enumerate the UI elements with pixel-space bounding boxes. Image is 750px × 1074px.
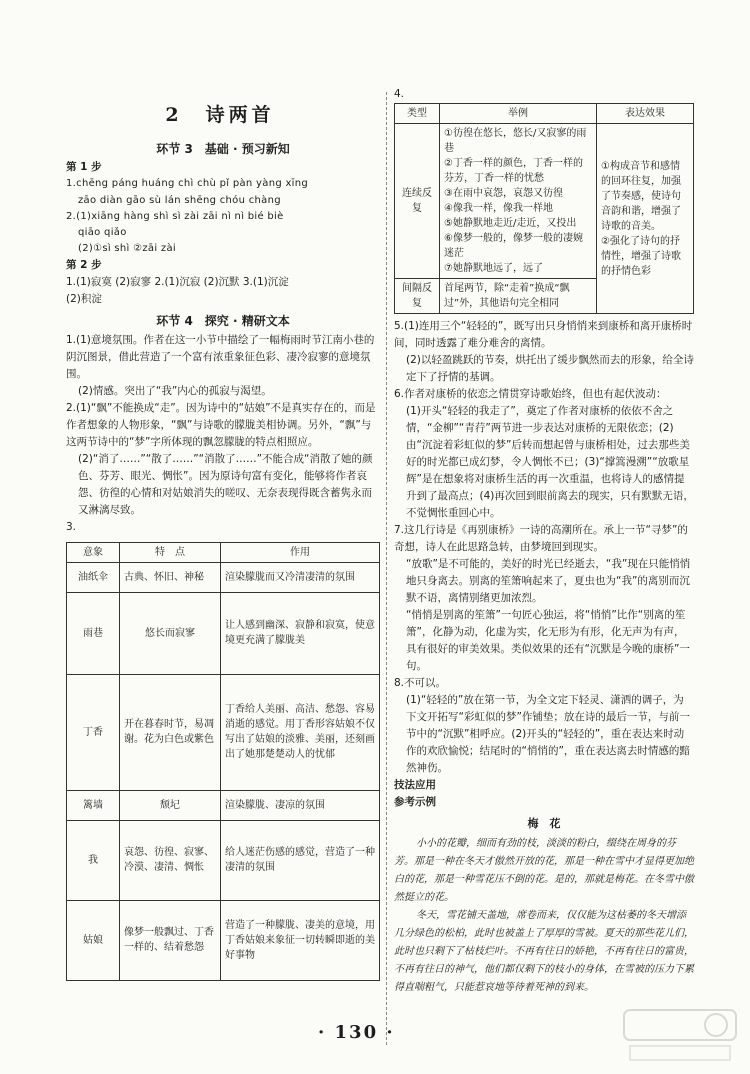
table-cell: 篱墙 (67, 790, 120, 820)
example-line: ③在雨中哀怨，哀怨又彷徨 (444, 188, 563, 199)
para-7c: “悄悄是别离的笙箫”一句匠心独运，将“悄悄”比作“别离的笙箫”，化静为动，化虚为实，化无形为有形，化无声为有声，具有很好的审美效果。类似效果的还有“沉默是今晚的康桥”一句。 (406, 609, 690, 672)
header-cell: 特 点 (120, 542, 221, 562)
para-7: 7.这几行诗是《再别康桥》一诗的高潮所在。承上一节“寻梦”的奇想，诗人在此思路急转，由梦境回到现实。 (394, 524, 688, 553)
right-column (394, 86, 694, 997)
table-cell: 悠长而寂寥 (120, 592, 221, 674)
table-row (67, 592, 380, 674)
para-8: 8.不可以。 (394, 677, 447, 689)
header-cell: 举例 (440, 104, 597, 124)
table-cell: 古典、怀旧、神秘 (120, 562, 221, 592)
example-line: ⑥像梦一般的，像梦一般的凄婉迷茫 (444, 233, 583, 259)
table-cell: 丁香给人美丽、高洁、愁怨、容易消逝的感觉。用丁香形容姑娘不仅写出了姑娘的淡雅、美丽，还刻画出了她那楚楚动人的忧郁 (221, 674, 380, 790)
table-cell: 雨巷 (67, 592, 120, 674)
page-number: · 130 · (318, 1022, 395, 1043)
header-cell: 表达效果 (597, 104, 694, 124)
answer-1b: zāo diàn gāo sù lán shēng chóu chàng (78, 194, 281, 206)
para-7b: “放歌”是不可能的，美好的时光已经逝去，“我”现在只能悄悄地只身离去。别离的笙箫响起来了，夏虫也为“我”的离别而沉默不语，离情别绪更加浓烈。 (406, 558, 691, 604)
table-cell: 首尾两节，除“走着”换成“飘过”外，其他语句完全相同 (440, 279, 597, 314)
table-cell: 颓圮 (120, 790, 221, 820)
table-cell: 给人迷茫伤感的感觉，营造了一种凄清的氛围 (221, 820, 380, 900)
table-cell: 渲染朦胧、凄凉的氛围 (221, 790, 380, 820)
header-cell: 意象 (67, 542, 120, 562)
table-cell: 开在暮春时节，易凋谢。花为白色或紫色 (120, 674, 221, 790)
column-divider (386, 92, 387, 1045)
answer-2a: 2.(1)xiāng hàng shì sì zài zāi nì nì bié biè (66, 210, 284, 222)
header-cell: 作用 (221, 542, 380, 562)
example-line: ①彷徨在悠长，悠长/又寂寥的雨巷 (444, 128, 587, 154)
essay-title: 梅 花 (527, 817, 561, 830)
table-cell: 像梦一般飘过、丁香一样的、结着愁怨 (120, 900, 221, 980)
para-2b: (2)“消了……”“散了……”“消散了……”不能合成“消散了她的颜色、芬芳、眼光、惆怅”。因为原诗句富有变化，能够将作者哀怨、彷徨的心情和对姑娘消失的嗟叹、无奈表现得既含蓄隽永而又淋漓尽致。 (78, 452, 373, 516)
table-cell: 渲染朦胧而又冷清凄清的氛围 (221, 562, 380, 592)
para-6b: (1)开头“轻轻的我走了”，奠定了作者对康桥的依依不舍之情，“金柳”“青荇”两节进一步表达对康桥的无限依恋；(2)由“沉淀着彩虹似的梦”后转而想起曾与康桥相处，过去那些美好的时光都已成幻梦，令人惆怅不已；(3)“撑篙漫溯”“放歌星辉”是在想象将对康桥生活的再一次重温，也将诗人的感情提升到了最高点；(4)再次回到眼前离去的现实，只有默默无语，不觉惆怅重回心中。 (406, 405, 694, 519)
question-4-label: 4. (394, 88, 405, 100)
table-row (67, 562, 380, 592)
table-row (395, 124, 694, 279)
section-heading-3: 环节 3 基础 · 预习新知 (156, 142, 290, 156)
table-row (67, 674, 380, 790)
table-row (67, 820, 380, 900)
section-heading-4: 环节 4 探究 · 精研文本 (156, 314, 290, 329)
method-heading: 技法应用 (394, 779, 436, 791)
para-5b: (2)以轻盈跳跃的节奏，烘托出了缓步飘然而去的形象，给全诗定下了抒情的基调。 (406, 354, 694, 383)
effect-line: ①构成音节和感情的回环往复，加强了节奏感，使诗句音韵和谐，增强了诗歌的音美。 (601, 160, 681, 232)
step-1-label: 第 1 步 (66, 161, 102, 174)
page-title: 2 诗两首 (165, 104, 275, 126)
table-row (67, 900, 380, 980)
question-3-label: 3. (66, 520, 77, 533)
para-2a: 2.(1)“飘”不能换成“走”。因为诗中的“姑娘”不是真实存在的，而是作者想象的人物形象，“飘”与诗歌的朦胧美相协调。另外，“飘”与这两节诗中的“梦”字所体现的飘忽朦胧的特点相照应。 (66, 401, 376, 448)
example-line: ②丁香一样的颜色，丁香一样的芬芳，丁香一样的忧愁 (444, 158, 583, 184)
example-line: ⑦她静默地远了，远了 (444, 263, 543, 274)
step-2-answer-a: 1.(1)寂寞 (2)寂寥 2.(1)沉寂 (2)沉默 3.(1)沉淀 (66, 276, 289, 289)
left-column (66, 140, 380, 981)
repetition-table (394, 103, 694, 314)
example-line: ⑤她静默地走近/走近，又投出 (444, 218, 577, 229)
answer-2b: qiāo qiǎo (78, 227, 127, 238)
effect-cell (597, 124, 694, 314)
table-cell: 营造了一种朦胧、凄美的意境，用丁香姑娘来象征一切转瞬即逝的美好事物 (221, 900, 380, 980)
header-cell: 类型 (395, 104, 440, 124)
para-1a: 1.(1)意境氛围。作者在这一小节中描绘了一幅梅雨时节江南小巷的阴沉图景，借此营造了一个富有浓重象征色彩、凄冷寂寥的意境氛围。 (66, 333, 375, 380)
example-line: ④像我一样，像我一样地 (444, 203, 553, 214)
para-1b: (2)情感。突出了“我”内心的孤寂与渴望。 (78, 384, 272, 397)
para-6: 6.作者对康桥的依恋之情贯穿诗歌始终，但也有起伏波动： (394, 388, 667, 400)
table-cell: 间隔反复 (395, 279, 440, 314)
para-8b: (1)“轻轻的”放在第一节，为全文定下轻灵、潇洒的调子，为下文开拓写“彩虹似的梦”作铺垫；放在诗的最后一节，与前一节中的“沉默”相呼应。(2)开头的“轻轻的”，重在表达来时动作的欢欣愉悦；结尾时的“悄悄的”，重在表达离去时情感的黯然神伤。 (406, 694, 690, 774)
answer-2c: (2)①sì shì ②zāi zài (78, 243, 176, 255)
imagery-table-header (67, 542, 380, 562)
table-cell: 我 (67, 820, 120, 900)
table-cell: 姑娘 (67, 900, 120, 980)
watermark-logo-icon (620, 1004, 740, 1066)
table-cell: 丁香 (67, 674, 120, 790)
answer-1a: 1.chēng páng huáng chì chù pǐ pàn yàng xīng (66, 178, 309, 190)
examples-cell (440, 124, 597, 279)
reference-heading: 参考示例 (394, 796, 436, 808)
table-cell: 哀怨、彷徨、寂寥、冷漠、凄清、惆怅 (120, 820, 221, 900)
essay-paragraph-2: 冬天，雪花铺天盖地，席卷而来，仅仅能为这枯萎的冬天增添几分绿色的松柏，此时也被盖上了厚厚的雪被。夏天的那些花儿们，此时也只剩下了枯枝烂叶。不再有往日的娇艳，不再有往日的富贵，不再有往日的神气，他们都仅剩下的枝小的身体，在雪被的压力下累得直喘粗气，只能惹哀地等待着死神的到来。 (394, 909, 694, 993)
table-row (67, 790, 380, 820)
table-cell: 连续反复 (395, 124, 440, 279)
table-cell: 让人感到幽深、寂静和寂寞，使意境更充满了朦胧美 (221, 592, 380, 674)
step-2-label: 第 2 步 (66, 259, 102, 272)
essay-paragraph-1: 小小的花瓣，细而有劲的枝，淡淡的粉白，缀绕在周身的芬芳。那是一种在冬天才傲然开放的花，那是一种在雪中才显得更加绝白的花，那是一种雪花压不倒的花。是的，那就是梅花。在冬雪中傲然挺立的花。 (394, 837, 694, 903)
para-5: 5.(1)连用三个“轻轻的”，既写出只身悄悄来到康桥和离开康桥时间，同时透露了难分难舍的离情。 (394, 320, 693, 349)
imagery-table (66, 542, 380, 981)
step-2-answer-b: (2)积淀 (66, 293, 102, 306)
repetition-table-header (395, 104, 694, 124)
effect-line: ②强化了诗句的抒情性，增强了诗歌的抒情色彩 (601, 235, 681, 277)
table-cell: 油纸伞 (67, 562, 120, 592)
